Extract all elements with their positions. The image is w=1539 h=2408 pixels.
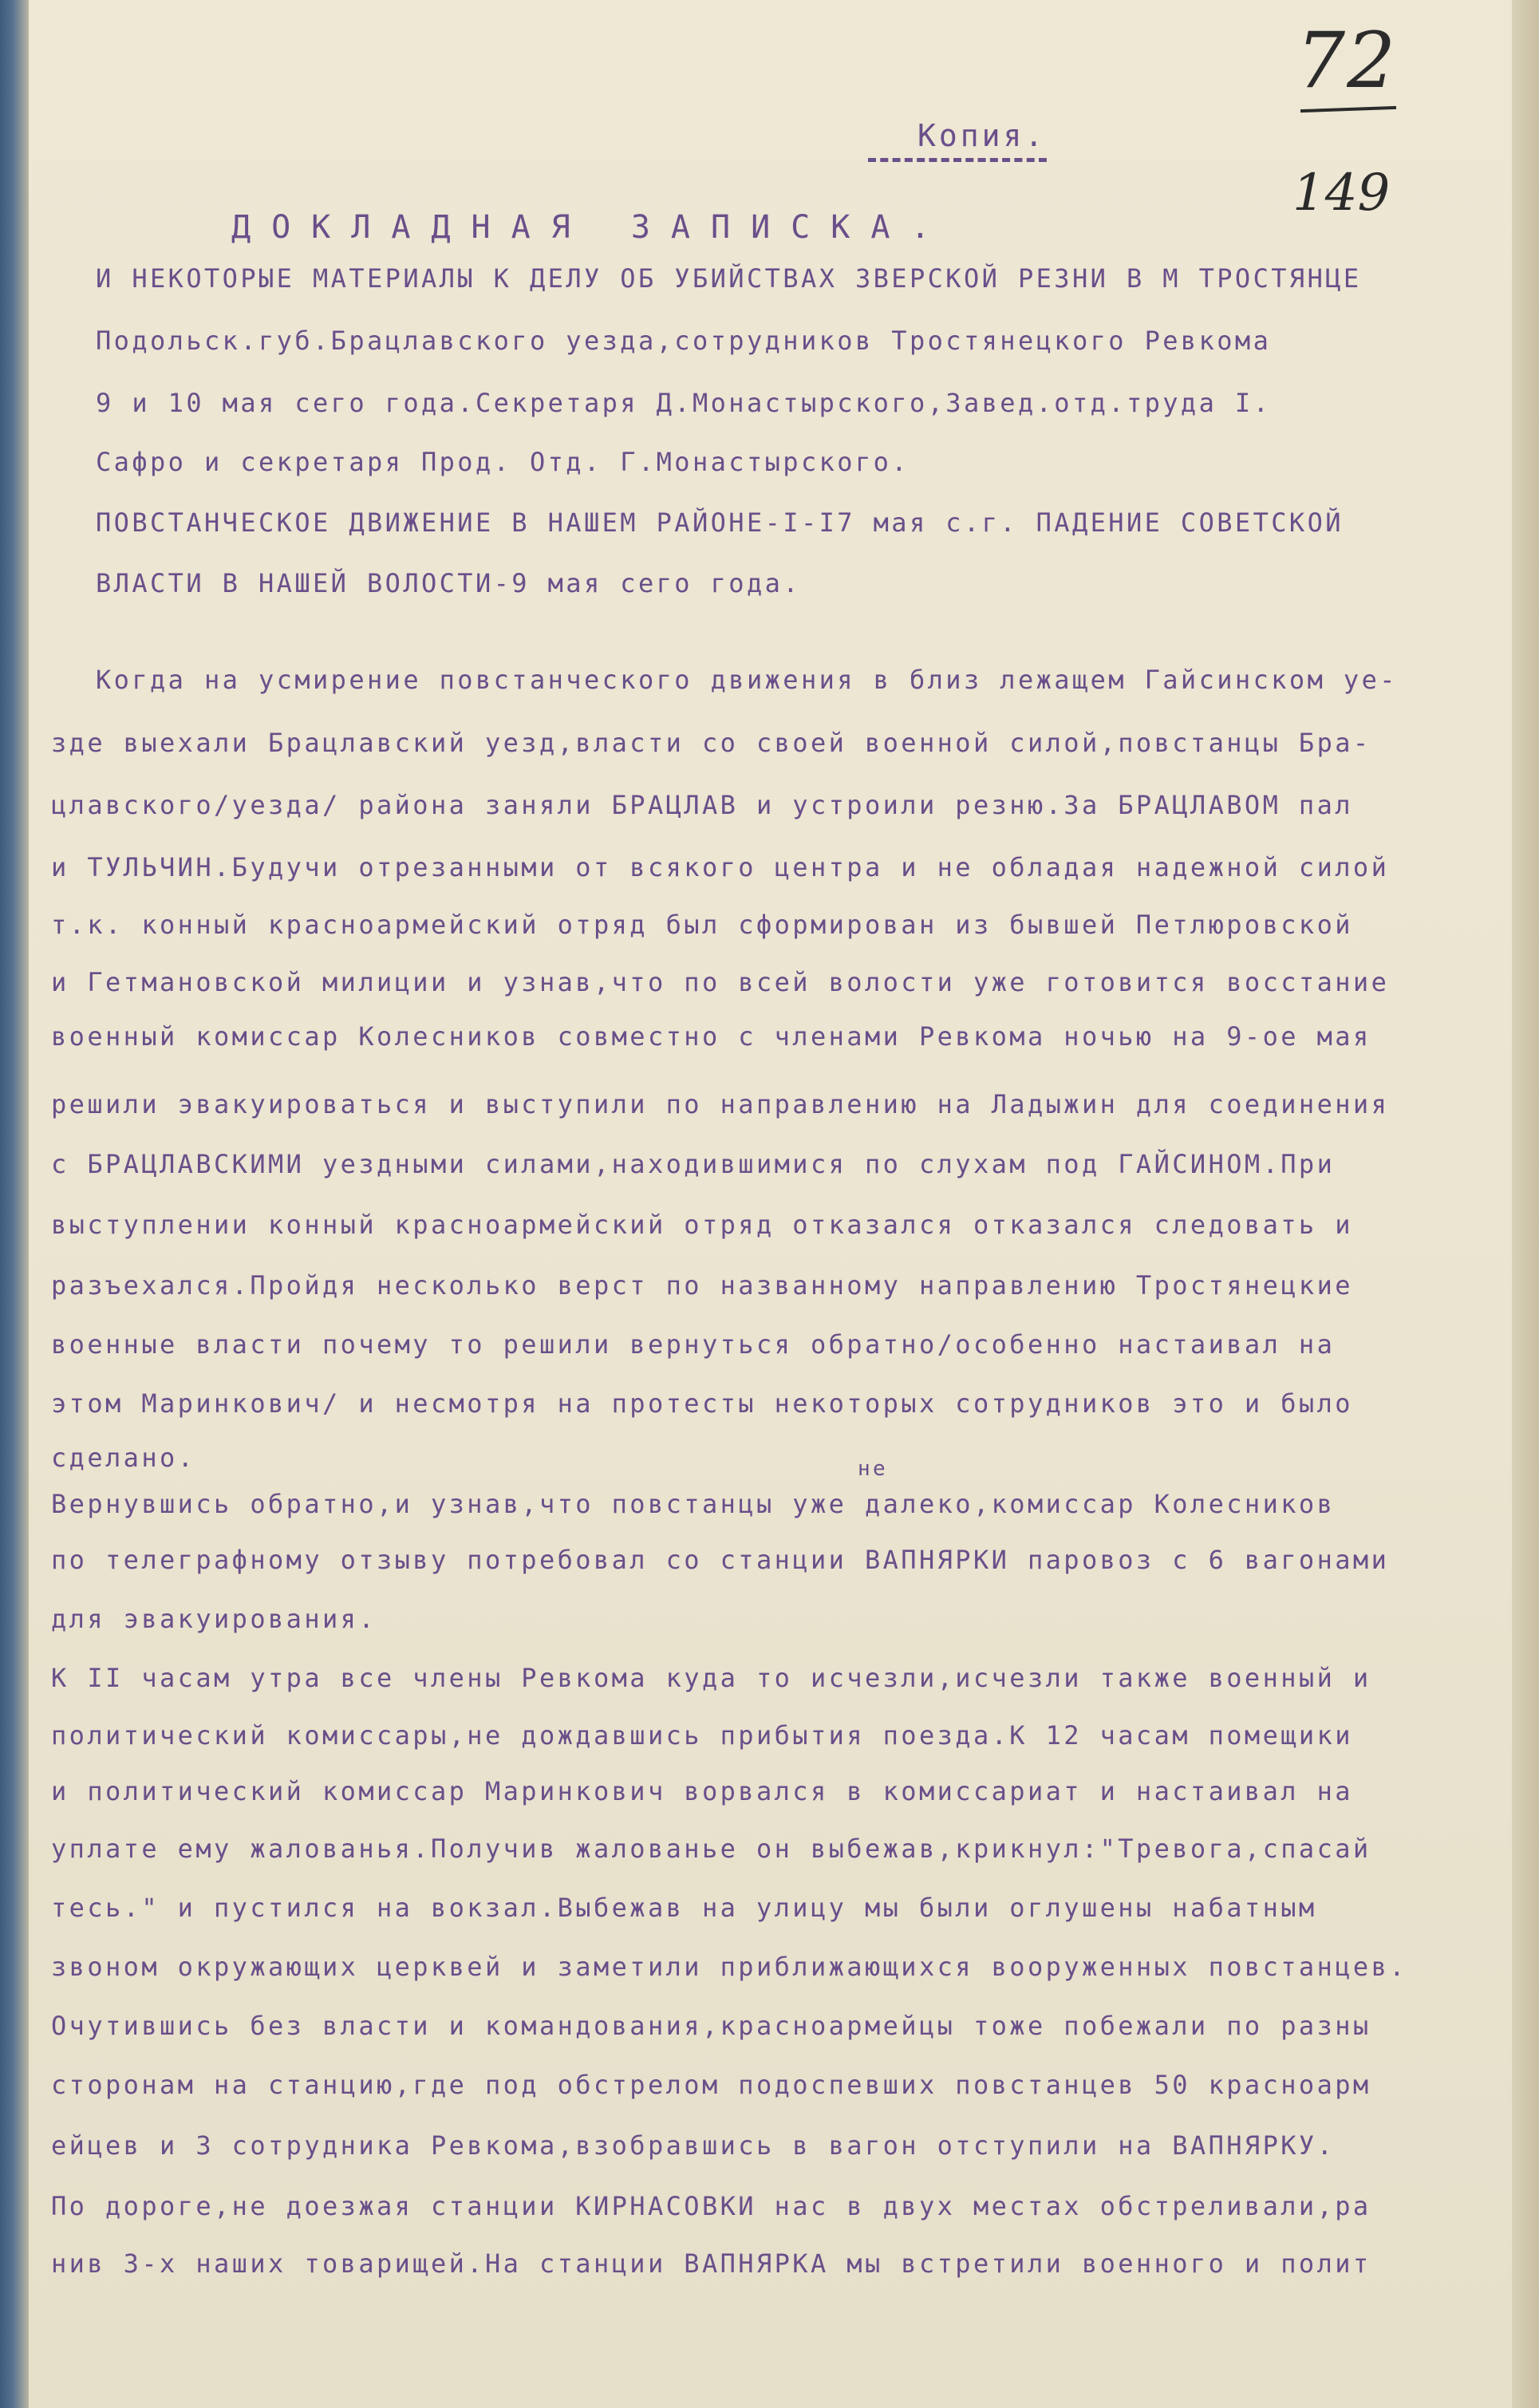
folio-number: 72: [1296, 16, 1398, 105]
body-line: цлавского/уезда/ района заняли БРАЦЛАВ и устроили резню.За БРАЦЛАВОМ пал: [51, 790, 1353, 820]
body-line: и Гетмановской милиции и узнав,что по всей волости уже готовится восстание: [51, 967, 1390, 997]
body-line: этом Маринкович/ и несмотря на протесты некоторых сотрудников это и было: [51, 1388, 1353, 1419]
body-line: ейцев и 3 сотрудника Ревкома,взобравшись в вагон отступили на ВАПНЯРКУ.: [51, 2130, 1336, 2161]
body-line: и ТУЛЬЧИН.Будучи отрезанными от всякого центра и не обладая надежной силой: [51, 852, 1390, 882]
heading-line: ВЛАСТИ В НАШЕЙ ВОЛОСТИ-9 мая сего года.: [96, 568, 801, 598]
heading-line: Подольск.губ.Брацлавского уезда,сотрудников Тростянецкого Ревкома: [96, 326, 1272, 356]
body-line: Очутившись без власти и командования,красноармейцы тоже побежали по разны: [51, 2011, 1371, 2041]
body-line: военные власти почему то решили вернуться обратно/особенно настаивал на: [51, 1329, 1336, 1360]
heading-line: 9 и 10 мая сего года.Секретаря Д.Монастырского,Завед.отд.труда I.: [96, 388, 1272, 418]
copy-label: Копия.: [917, 118, 1047, 153]
heading-line: И НЕКОТОРЫЕ МАТЕРИАЛЫ К ДЕЛУ ОБ УБИЙСТВАХ ЗВЕРСКОЙ РЕЗНИ В М ТРОСТЯНЦЕ: [96, 263, 1362, 294]
body-line: т.к. конный красноармейский отряд был сформирован из бывшей Петлюровской: [51, 910, 1353, 940]
sheet-number: 149: [1292, 164, 1391, 223]
body-line: По дороге,не доезжая станции КИРНАСОВКИ нас в двух местах обстреливали,ра: [51, 2191, 1371, 2221]
heading-line: ПОВСТАНЧЕСКОЕ ДВИЖЕНИЕ В НАШЕМ РАЙОНЕ-I-I7 мая с.г. ПАДЕНИЕ СОВЕТСКОЙ: [96, 507, 1344, 538]
body-line: и политический комиссар Маринкович ворвался в комиссариат и настаивал на: [51, 1776, 1353, 1806]
body-line: сторонам на станцию,где под обстрелом подоспевших повстанцев 50 красноарм: [51, 2070, 1371, 2100]
body-line: Когда на усмирение повстанческого движения в близ лежащем Гайсинском уе-: [96, 665, 1398, 695]
body-line: сделано.: [51, 1443, 196, 1473]
body-line: разъехался.Пройдя несколько верст по названному направлению Тростянецкие: [51, 1270, 1353, 1301]
body-line: нив 3-х наших товарищей.На станции ВАПНЯРКА мы встретили военного и полит: [51, 2248, 1371, 2279]
body-line: зде выехали Брацлавский уезд,власти со своей военной силой,повстанцы Бра-: [51, 728, 1371, 758]
document-title: ДОКЛАДНАЯ ЗАПИСКА.: [231, 209, 951, 246]
body-line: решили эвакуироваться и выступили по направлению на Ладыжин для соединения: [51, 1089, 1390, 1119]
body-line: с БРАЦЛАВСКИМИ уездными силами,находившимися по слухам под ГАЙСИНОМ.При: [51, 1149, 1336, 1179]
body-line: для эвакуирования.: [51, 1604, 377, 1634]
body-line: по телеграфному отзыву потребовал со станции ВАПНЯРКИ паровоз с 6 вагонами: [51, 1545, 1390, 1575]
heading-line: Сафро и секретаря Прод. Отд. Г.Монастырского.: [96, 447, 910, 477]
body-line: политический комиссары,не дождавшись прибытия поезда.К 12 часам помещики: [51, 1720, 1353, 1751]
body-line: уплате ему жалованья.Получив жалованье он выбежав,крикнул:"Тревога,спасай: [51, 1834, 1371, 1864]
body-line: тесь." и пустился на вокзал.Выбежав на улицу мы были оглушены набатным: [51, 1893, 1317, 1923]
body-line: выступлении конный красноармейский отряд отказался отказался следовать и: [51, 1210, 1353, 1240]
body-line: К II часам утра все члены Ревкома куда то исчезли,исчезли также военный и: [51, 1663, 1371, 1693]
body-line: Вернувшись обратно,и узнав,что повстанцы уже далеко,комиссар Колесников: [51, 1489, 1336, 1519]
insertion-above-line: не: [858, 1457, 889, 1481]
body-line: звоном окружающих церквей и заметили приближающихся вооруженных повстанцев.: [51, 1952, 1407, 1982]
body-line: военный комиссар Колесников совместно с членами Ревкома ночью на 9-ое мая: [51, 1021, 1371, 1052]
